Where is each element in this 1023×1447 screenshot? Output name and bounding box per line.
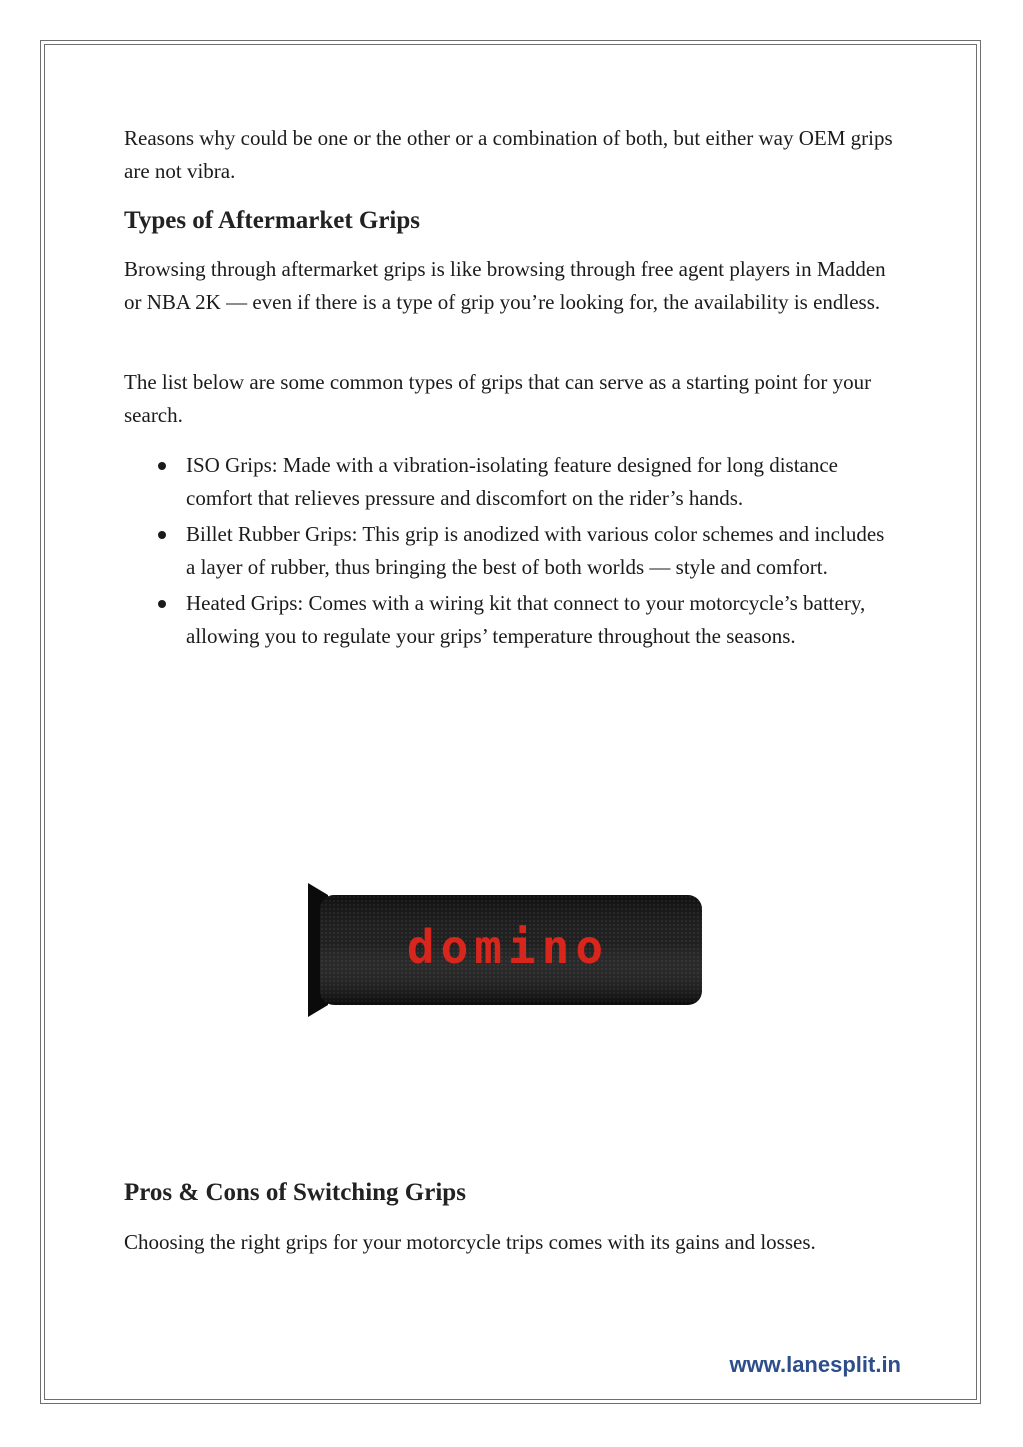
list-intro-paragraph: The list below are some common types of grips that can serve as a starting point for your search. [124,370,872,427]
types-heading: Types of Aftermarket Grips [124,207,421,234]
list-item-text: ISO Grips: Made with a vibration-isolating feature designed for long distance comfort that relieves pressure and discomfort on the rider’s hands. [186,453,839,510]
bullet-icon [158,531,166,539]
browse-paragraph: Browsing through aftermarket grips is like browsing through free agent players in Madden or NBA 2K — even if there is a type of grip you’re looking for, the availability is endless. [124,257,886,314]
intro-paragraph: Reasons why could be one or the other or a combination of both, but either way OEM grips are not vibra. [124,126,893,183]
pros-cons-heading: Pros & Cons of Switching Grips [124,1179,466,1206]
list-item-text: Billet Rubber Grips: This grip is anodized with various color schemes and includes a layer of rubber, thus bringing the best of both worlds — style and comfort. [186,522,885,579]
choose-paragraph: Choosing the right grips for your motorcycle trips comes with its gains and losses. [124,1230,816,1254]
footer-url[interactable]: www.lanesplit.in [729,1352,901,1377]
grip-brand-logo: domino [406,920,610,974]
grip-types-list [155,449,895,656]
list-item [155,518,895,584]
list-item [155,587,895,653]
list-item [155,449,895,515]
bullet-icon [158,600,166,608]
grip-product-image [308,883,702,1017]
list-item-text: Heated Grips: Comes with a wiring kit that connect to your motorcycle’s battery, allowing you to regulate your grips’ temperature throughout the seasons. [186,591,866,648]
bullet-icon [158,462,166,470]
